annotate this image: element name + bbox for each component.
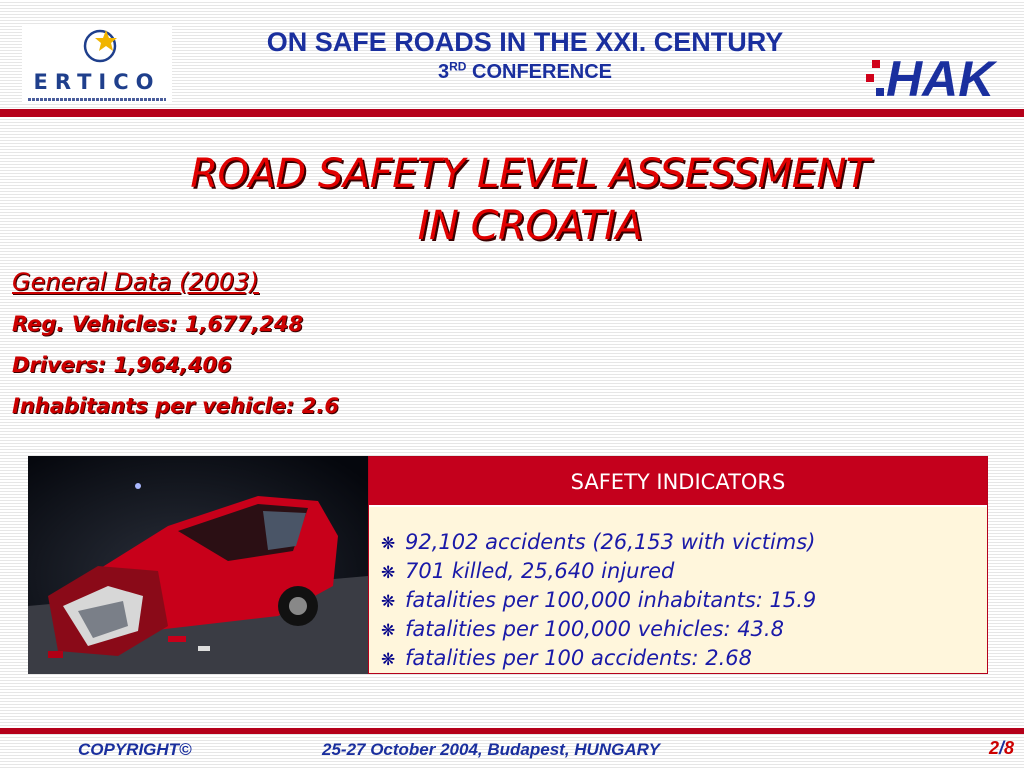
conference-label: CONFERENCE [466,61,613,83]
indicator-accidents: 92,102 accidents (26,153 with victims) [405,530,816,554]
ertico-logo [22,24,172,104]
list-item [381,616,987,645]
list-item [381,529,987,558]
bullet-icon: ❋ [381,621,396,641]
bullet-icon: ❋ [381,563,396,583]
conference-title-line2 [190,58,860,86]
indicator-fatalities-inhabitants: fatalities per 100,000 inhabitants: 15.9 [405,588,817,612]
bullet-icon: ❋ [381,592,396,612]
wrecked-car-image [28,456,368,674]
bullet-icon: ❋ [381,650,396,670]
safety-indicators-list [369,507,987,674]
ertico-logo-text: ERTICO [33,70,161,94]
hak-logo [866,52,1010,104]
slide-title-line1: ROAD SAFETY LEVEL ASSESSMENT [190,151,870,197]
indicator-fatalities-accidents: fatalities per 100 accidents: 2.68 [405,646,752,670]
safety-indicators-box [368,456,988,674]
general-data-inhabitants: Inhabitants per vehicle: 2.6 [12,394,339,418]
general-data-section [12,264,339,427]
indicator-fatalities-vehicles: fatalities per 100,000 vehicles: 43.8 [405,617,784,641]
footer-copyright: COPYRIGHT© [78,740,192,759]
page-total: 8 [1003,738,1014,758]
ertico-tagline [28,98,166,101]
general-data-vehicles: Reg. Vehicles: 1,677,248 [12,312,304,336]
hak-logo-graphic [866,52,1010,104]
footer-event: 25-27 October 2004, Budapest, HUNGARY [322,740,660,759]
page-number [989,738,1014,759]
slide-title-line2: IN CROATIA [417,203,643,249]
indicator-casualties: 701 killed, 25,640 injured [405,559,675,583]
list-item [381,645,987,674]
slide-title [100,148,960,252]
conference-title-line1: ON SAFE ROADS IN THE XXI. CENTURY [266,27,784,57]
general-data-heading: General Data (2003) [12,268,259,296]
hak-logo-text: HAK [886,52,995,104]
safety-indicators-header: SAFETY INDICATORS [369,457,987,507]
conference-title [190,26,860,86]
star-circle-icon [80,26,120,66]
page-current: 2 [988,738,999,758]
list-item [381,587,987,616]
page-separator: / [998,738,1004,758]
header-divider [0,109,1024,117]
bullet-icon: ❋ [381,534,396,554]
list-item [381,558,987,587]
footer-divider [0,728,1024,734]
conference-ordinal: RD [449,59,467,74]
conference-number: 3 [437,61,450,83]
general-data-drivers: Drivers: 1,964,406 [12,353,232,377]
